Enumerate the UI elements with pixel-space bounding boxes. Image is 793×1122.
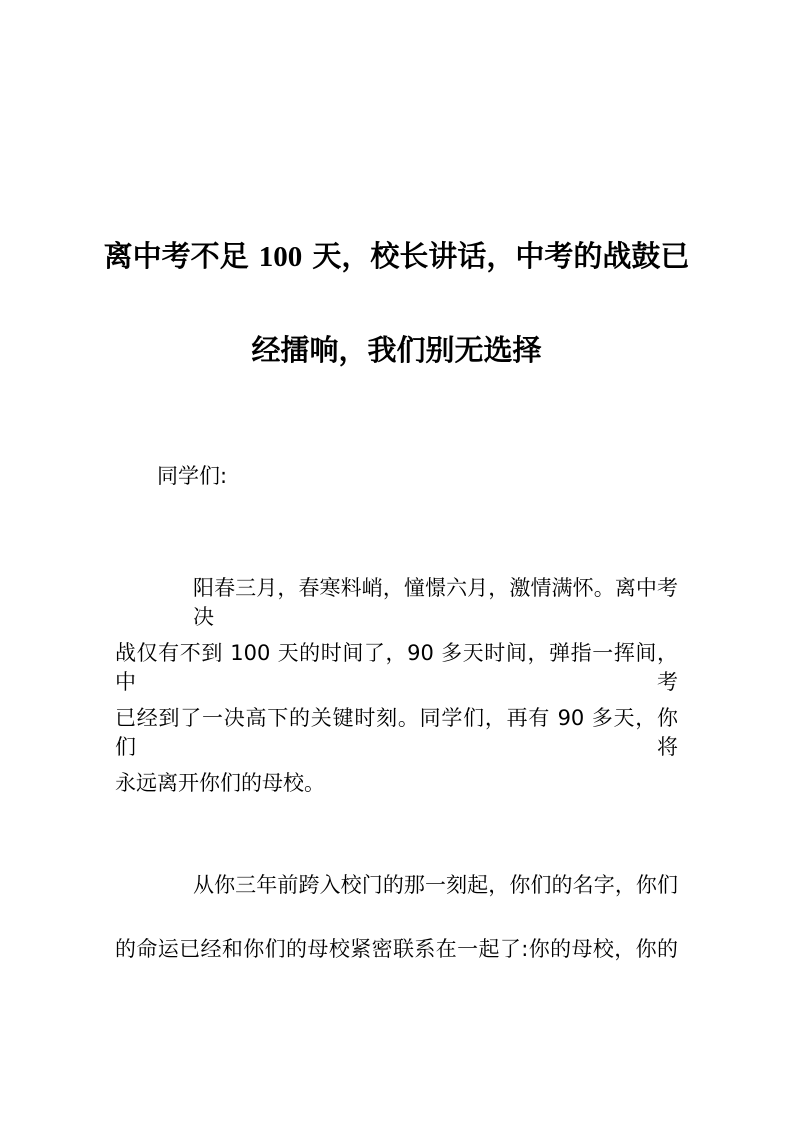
paragraph1-line1: 阳春三月，春寒料峭，憧憬六月，激情满怀。离中考决	[193, 576, 678, 629]
title-text-prefix: 离中考不足	[103, 239, 259, 273]
document-title-line-2	[0, 331, 793, 369]
document-title-line-1	[0, 237, 793, 276]
title-text-suffix: 天，校长讲话，中考的战鼓已	[302, 239, 690, 273]
paragraph2-line1: 从你三年前跨入校门的那一刻起，你们的名字，你们	[193, 873, 678, 897]
paragraph1-line3: 已经到了一决高下的关键时刻。同学们，再有 90 多天，你们将	[115, 706, 678, 759]
paragraph2-line2: 的命运已经和你们的母校紧密联系在一起了:你的母校，你的	[115, 937, 678, 961]
title-number: 100	[258, 241, 303, 273]
salutation-line: 同学们:	[157, 464, 228, 488]
title-text-line2: 经擂响，我们别无选择	[251, 333, 542, 367]
paragraph1-line2: 战仅有不到 100 天的时间了，90 多天时间，弹指一挥间，中考	[115, 641, 678, 694]
paragraph1-line4: 永远离开你们的母校。	[115, 771, 325, 795]
